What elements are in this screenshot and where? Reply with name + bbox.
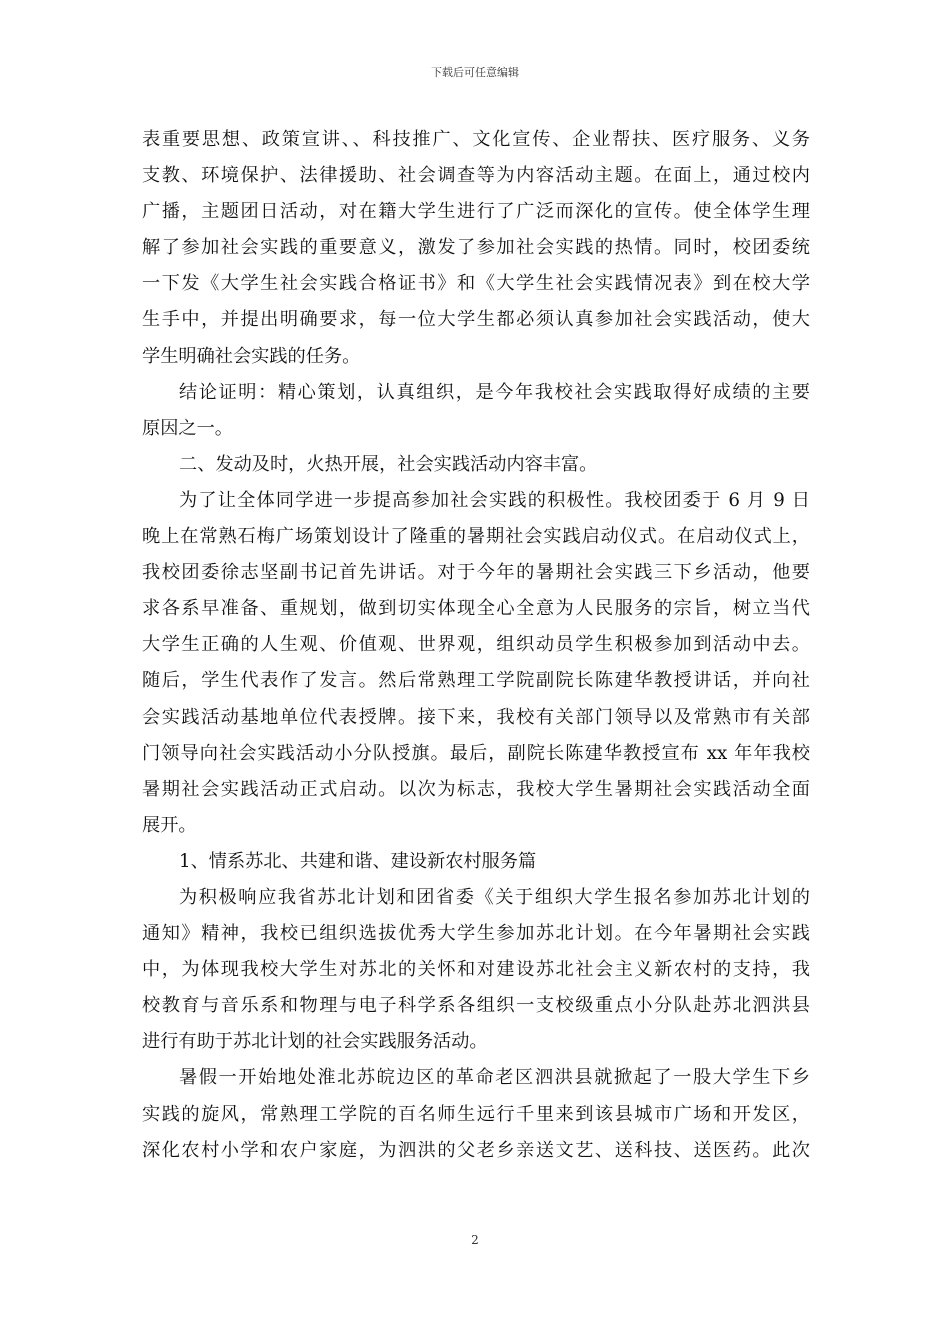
text-line: 暑假一开始地处淮北苏皖边区的革命老区泗洪县就掀起了一股大学生下乡 [179,1067,810,1089]
text-line: 展开。 [142,814,197,836]
text-line: 通知》精神，我校已组织选拔优秀大学生参加苏北计划。在今年暑期社会实践 [142,923,810,945]
page-header: 下载后可任意编辑 [431,66,519,79]
text-line: 一下发《大学生社会实践合格证书》和《大学生社会实践情况表》到在校大学 [142,273,810,295]
text-line: 解了参加社会实践的重要意义，激发了参加社会实践的热情。同时，校团委统 [142,237,810,259]
text-line: 支教、环境保护、法律援助、社会调查等为内容活动主题。在面上，通过校内 [142,165,810,187]
text-line: 深化农村小学和农户家庭，为泗洪的父老乡亲送文艺、送科技、送医药。此次 [142,1139,810,1161]
text-line: 为积极响应我省苏北计划和团省委《关于组织大学生报名参加苏北计划的 [179,886,810,908]
text-line: 大学生正确的人生观、价值观、世界观，组织动员学生积极参加到活动中去。 [142,634,810,656]
text-line: 1、情系苏北、共建和谐、建设新农村服务篇 [179,850,537,872]
text-line: 表重要思想、政策宣讲、、科技推广、文化宣传、企业帮扶、医疗服务、义务 [142,129,810,150]
text-line: 随后，学生代表作了发言。然后常熟理工学院副院长陈建华教授讲话，并向社 [142,670,810,692]
page-number: 2 [471,1233,479,1247]
text-line: 结论证明：精心策划，认真组织，是今年我校社会实践取得好成绩的主要 [179,381,810,403]
text-line: 生手中，并提出明确要求，每一位大学生都必须认真参加社会实践活动，使大 [142,309,810,331]
text-line: 校教育与音乐系和物理与电子科学系各组织一支校级重点小分队赴苏北泗洪县 [142,995,810,1017]
document-body [142,122,810,1169]
text-line: 广播，主题团日活动，对在籍大学生进行了广泛而深化的宣传。使全体学生理 [142,201,810,223]
text-line: 求各系早准备、重规划，做到切实体现全心全意为人民服务的宗旨，树立当代 [142,598,810,620]
text-line: 进行有助于苏北计划的社会实践服务活动。 [142,1031,488,1053]
text-line: 中，为体现我校大学生对苏北的关怀和对建设苏北社会主义新农村的支持，我 [142,959,810,981]
text-line: 门领导向社会实践活动小分队授旗。最后，副院长陈建华教授宣布 xx 年年我校 [142,742,810,764]
text-line: 学生明确社会实践的任务。 [142,345,361,367]
text-line: 晚上在常熟石梅广场策划设计了隆重的暑期社会实践启动仪式。在启动仪式上， [142,526,810,548]
text-line: 实践的旋风，常熟理工学院的百名师生远行千里来到该县城市广场和开发区， [142,1103,810,1125]
text-line: 原因之一。 [142,417,233,439]
text-line: 我校团委徐志坚副书记首先讲话。对于今年的暑期社会实践三下乡活动，他要 [142,562,810,584]
text-line: 二、发动及时，火热开展，社会实践活动内容丰富。 [179,453,598,475]
text-line: 为了让全体同学进一步提高参加社会实践的积极性。我校团委于 6 月 9 日 [179,489,810,511]
text-line: 暑期社会实践活动正式启动。以次为标志，我校大学生暑期社会实践活动全面 [142,778,810,800]
text-line: 会实践活动基地单位代表授牌。接下来，我校有关部门领导以及常熟市有关部 [142,706,810,728]
